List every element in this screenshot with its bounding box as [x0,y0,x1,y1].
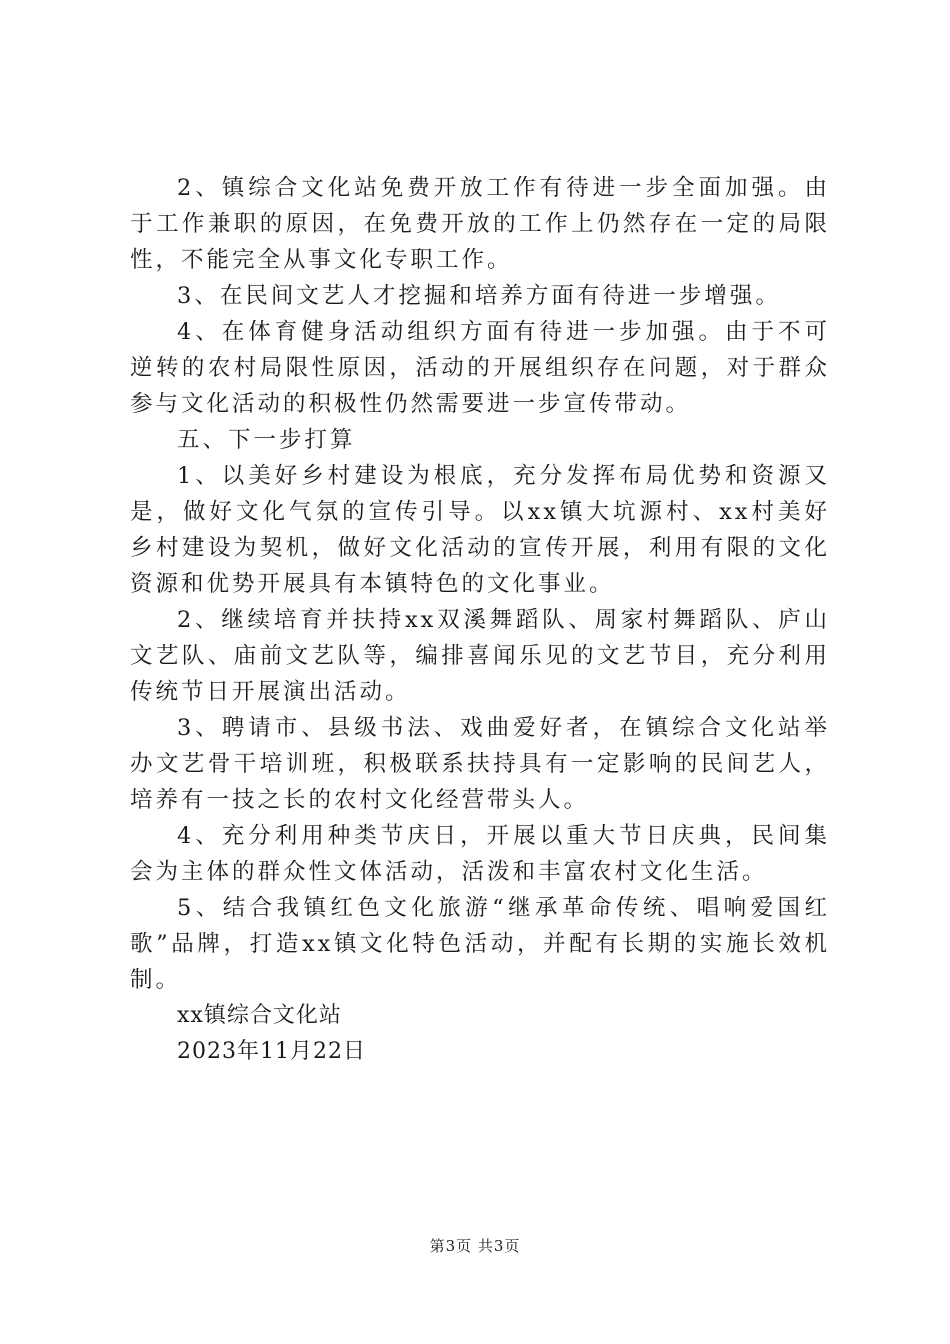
paragraph: 3、聘请市、县级书法、戏曲爱好者，在镇综合文化站举办文艺骨干培训班，积极联系扶持具有一定影响的民间艺人，培养有一技之长的农村文化经营带头人。 [130,715,830,813]
document-body [130,170,830,1070]
paragraph: 4、在体育健身活动组织方面有待进一步加强。由于不可逆转的农村局限性原因，活动的开展组织存在问题，对于群众参与文化活动的积极性仍然需要进一步宣传带动。 [130,319,830,417]
page-number-footer: 第3页 共3页 [429,1237,521,1255]
paragraph: 1、以美好乡村建设为根底，充分发挥布局优势和资源又是，做好文化气氛的宣传引导。以xx镇大坑源村、xx村美好乡村建设为契机，做好文化活动的宣传开展，利用有限的文化资源和优势开展具有本镇特色的文化事业。 [130,463,830,597]
signature-date: 2023年11月22日 [177,1039,366,1064]
paragraph: 2、镇综合文化站免费开放工作有待进一步全面加强。由于工作兼职的原因，在免费开放的工作上仍然存在一定的局限性，不能完全从事文化专职工作。 [130,175,830,273]
paragraph: 4、充分利用种类节庆日，开展以重大节日庆典，民间集会为主体的群众性文体活动，活泼和丰富农村文化生活。 [130,823,830,885]
paragraph: 3、在民间文艺人才挖掘和培养方面有待进一步增强。 [177,283,781,309]
paragraph: 5、结合我镇红色文化旅游“继承革命传统、唱响爱国红歌”品牌，打造xx镇文化特色活动，并配有长期的实施长效机制。 [130,895,830,993]
signature-organization: xx镇综合文化站 [177,1003,342,1028]
section-heading: 五、下一步打算 [177,427,356,453]
paragraph: 2、继续培育并扶持xx双溪舞蹈队、周家村舞蹈队、庐山文艺队、庙前文艺队等，编排喜闻乐见的文艺节目，充分利用传统节日开展演出活动。 [130,607,830,705]
